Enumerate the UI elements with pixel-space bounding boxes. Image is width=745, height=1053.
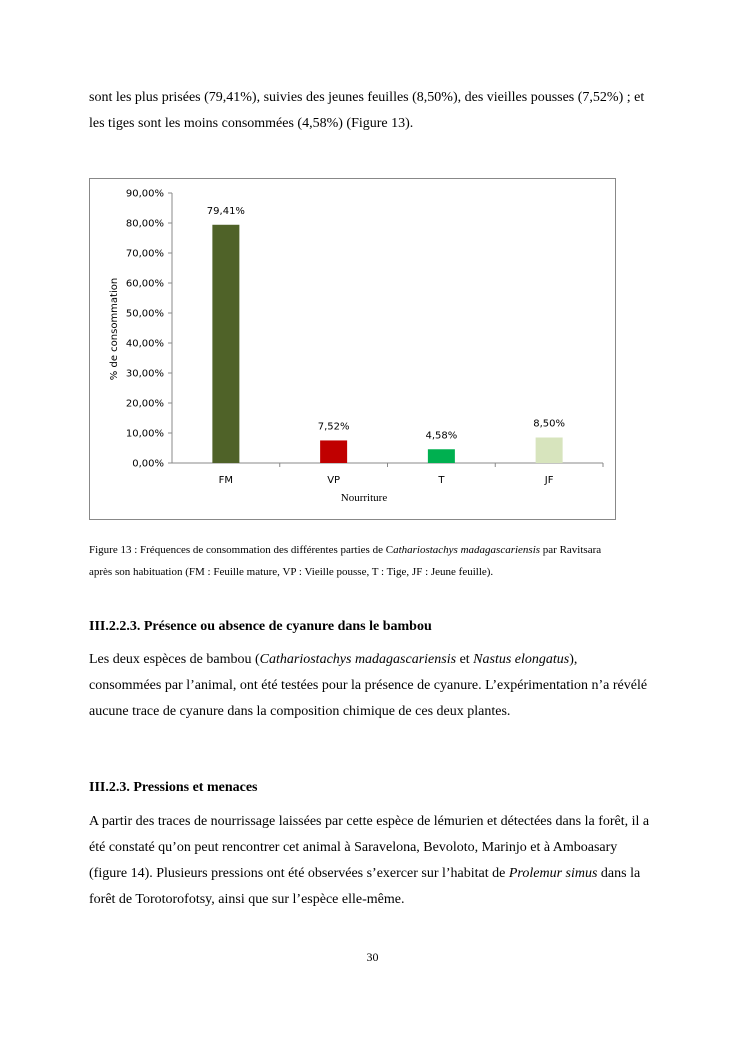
- x-tick-label-jf: JF: [544, 475, 554, 486]
- y-tick-label: 10,00%: [125, 428, 164, 440]
- section1-text-b: et: [456, 652, 474, 667]
- section1-species-1: Cathariostachys madagascariensis: [259, 652, 457, 667]
- bar-jf: [536, 438, 563, 464]
- section1-text-a: Les deux espèces de bambou (: [89, 652, 260, 667]
- section-heading-pressions: III.2.3. Pressions et menaces: [89, 780, 258, 795]
- y-tick-label: 50,00%: [125, 308, 164, 320]
- section1-line-3: aucune trace de cyanure dans la composition chimique de ces deux plantes.: [89, 704, 511, 719]
- figure-caption-line-1: [89, 539, 691, 561]
- bar-fm: [212, 225, 239, 463]
- y-tick-label: 90,00%: [125, 188, 164, 200]
- section1-line-2: consommées par l’animal, ont été testées pour la présence de cyanure. L’expérimentation n’a révélé: [89, 678, 648, 693]
- page-number: 30: [366, 950, 379, 964]
- section2-text-b: dans la: [597, 866, 641, 881]
- chart-figure-13: [89, 178, 616, 520]
- intro-line-2: les tiges sont les moins consommées (4,58%) (Figure 13).: [89, 116, 414, 131]
- bar-vp: [320, 440, 347, 463]
- section2-line-1: A partir des traces de nourrissage laissées par cette espèce de lémurien et détectées dans la forêt, il a: [89, 814, 650, 829]
- section1-text-c: ),: [569, 652, 578, 667]
- bar-t: [428, 449, 455, 463]
- section1-species-2: Nastus elongatus: [473, 652, 570, 667]
- x-tick-label-t: T: [438, 475, 445, 486]
- y-axis-label: % de consommation: [109, 277, 120, 381]
- y-tick-label: 60,00%: [125, 278, 164, 290]
- y-tick-label: 30,00%: [125, 368, 164, 380]
- data-label-fm: 79,41%: [206, 205, 245, 217]
- y-tick-label: 80,00%: [125, 218, 164, 230]
- bar-chart: [90, 179, 615, 519]
- section2-line-3: [89, 861, 691, 887]
- section2-species: Prolemur simus: [508, 866, 598, 881]
- data-label-jf: 8,50%: [533, 418, 566, 430]
- x-axis-label: Nourriture: [340, 492, 388, 504]
- data-label-vp: 7,52%: [317, 421, 350, 433]
- section-heading-cyanure: III.2.2.3. Présence ou absence de cyanure dans le bambou: [89, 619, 432, 634]
- section2-line-4: forêt de Torotorofotsy, ainsi que sur l’espèce elle-même.: [89, 892, 405, 907]
- caption-suffix: par Ravitsara: [540, 544, 602, 556]
- y-tick-label: 70,00%: [125, 248, 164, 260]
- x-tick-label-vp: VP: [327, 475, 341, 486]
- figure-caption-line-2: après son habituation (FM : Feuille mature, VP : Vieille pousse, T : Tige, JF : Jeune feuille).: [89, 566, 494, 578]
- caption-species: athariostachys madagascariensis: [393, 544, 541, 556]
- y-tick-label: 40,00%: [125, 338, 164, 350]
- section1-line-1: [89, 647, 691, 673]
- data-label-t: 4,58%: [425, 430, 458, 442]
- y-tick-label: 0,00%: [132, 458, 164, 470]
- caption-prefix: Figure 13 : Fréquences de consommation des différentes parties de C: [89, 544, 394, 556]
- section2-line-2: été constaté qu’on peut rencontrer cet animal à Saravelona, Bevoloto, Marinjo et à Amboasary: [89, 840, 618, 855]
- section2-text-a: (figure 14). Plusieurs pressions ont été observées s’exercer sur l’habitat de: [89, 866, 509, 881]
- x-tick-label-fm: FM: [218, 475, 234, 486]
- y-tick-label: 20,00%: [125, 398, 164, 410]
- intro-line-1: sont les plus prisées (79,41%), suivies des jeunes feuilles (8,50%), des vieilles pousses (7,52%) ; et: [89, 90, 645, 105]
